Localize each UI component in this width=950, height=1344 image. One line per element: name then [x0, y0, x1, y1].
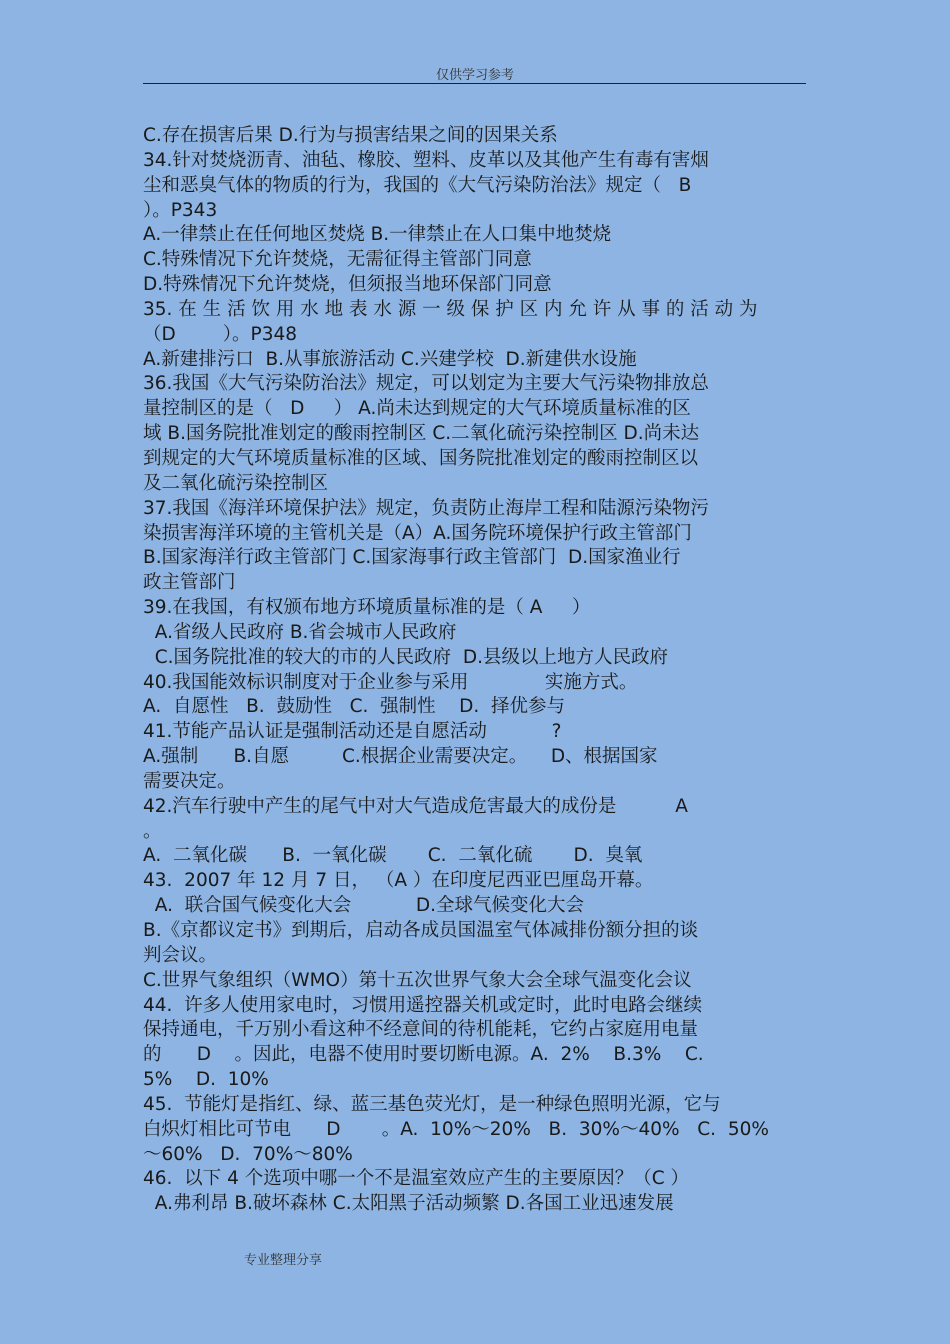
text-line: 37.我国《海洋环境保护法》规定，负责防止海岸工程和陆源污染物污: [143, 497, 709, 519]
document-body: [143, 124, 808, 1217]
text-line: 的 D 。因此，电器不使用时要切断电源。A. 2% B.3% C.: [143, 1044, 704, 1066]
text-line: C.国务院批准的较大的市的人民政府 D.县级以上地方人民政府: [143, 646, 668, 668]
text-line: 及二氧化硫污染控制区: [143, 472, 329, 494]
text-line: 域 B.国务院批准划定的酸雨控制区 C.二氧化硫污染控制区 D.尚未达: [143, 423, 700, 445]
text-line: 41.节能产品认证是强制活动还是自愿活动 ?: [143, 721, 562, 743]
text-line: C.世界气象组织（WMO）第十五次世界气象大会全球气温变化会议: [143, 969, 692, 991]
text-line: 白炽灯相比可节电 D 。A. 10%～20% B. 30%～40% C. 50%: [143, 1118, 769, 1140]
text-line: A. 二氧化碳 B. 一氧化碳 C. 二氧化硫 D. 臭氧: [143, 845, 643, 867]
text-line: C.特殊情况下允许焚烧，无需征得主管部门同意: [143, 249, 532, 271]
text-line: A.省级人民政府 B.省会城市人民政府: [143, 621, 457, 643]
text-line: 34.针对焚烧沥青、油毡、橡胶、塑料、皮革以及其他产生有毒有害烟: [143, 149, 709, 171]
text-line: 44. 许多人使用家电时，习惯用遥控器关机或定时，此时电路会继续: [143, 994, 703, 1016]
text-line: 42.汽车行驶中产生的尾气中对大气造成危害最大的成份是 A: [143, 795, 688, 817]
text-line: A.强制 B.自愿 C.根据企业需要决定。 D、根据国家: [143, 746, 658, 768]
text-line: B.国家海洋行政主管部门 C.国家海事行政主管部门 D.国家渔业行: [143, 547, 681, 569]
text-line: 量控制区的是（ D ） A.尚未达到规定的大气环境质量标准的区: [143, 398, 691, 420]
text-line: 35. 在 生 活 饮 用 水 地 表 水 源 一 级 保 护 区 内 允 许 从 事 的 活 动 为: [143, 298, 758, 320]
text-line: 政主管部门: [143, 572, 236, 594]
header-divider: [143, 83, 806, 84]
text-line: A. 联合国气候变化大会 D.全球气候变化大会: [143, 895, 585, 917]
text-line: 需要决定。: [143, 770, 236, 792]
text-line: ～60% D. 70%～80%: [143, 1143, 353, 1165]
text-line: 43. 2007 年 12 月 7 日， （A ）在印度尼西亚巴厘岛开幕。: [143, 870, 654, 892]
text-line: 到规定的大气环境质量标准的区域、国务院批准划定的酸雨控制区以: [143, 447, 699, 469]
page-footer: 专业整理分享: [244, 1253, 323, 1268]
text-line: 保持通电，千万别小看这种不经意间的待机能耗，它约占家庭用电量: [143, 1019, 699, 1041]
text-line: D.特殊情况下允许焚烧，但须报当地环保部门同意: [143, 274, 552, 296]
text-line: 。: [143, 820, 162, 842]
page-header: 仅供学习参考: [435, 68, 514, 83]
text-line: （D ）。P348: [143, 323, 298, 345]
text-line: A. 自愿性 B. 鼓励性 C. 强制性 D. 择优参与: [143, 696, 566, 718]
text-line: A.弗利昂 B.破坏森林 C.太阳黑子活动频繁 D.各国工业迅速发展: [143, 1193, 674, 1215]
text-line: A.一律禁止在任何地区焚烧 B.一律禁止在人口集中地焚烧: [143, 224, 612, 246]
text-line: 染损害海洋环境的主管机关是（A）A.国务院环境保护行政主管部门: [143, 522, 692, 544]
text-line: 判会议。: [143, 944, 218, 966]
text-line: 40.我国能效标识制度对于企业参与采用 实施方式。: [143, 671, 638, 693]
text-line: A.新建排污口 B.从事旅游活动 C.兴建学校 D.新建供水设施: [143, 348, 637, 370]
text-line: C.存在损害后果 D.行为与损害结果之间的因果关系: [143, 125, 558, 146]
text-line: 45. 节能灯是指红、绿、蓝三基色荧光灯，是一种绿色照明光源，它与: [143, 1093, 721, 1115]
text-line: 5% D. 10%: [143, 1069, 269, 1091]
text-line: B.《京都议定书》到期后，启动各成员国温室气体减排份额分担的谈: [143, 920, 699, 941]
text-line: 39.在我国，有权颁布地方环境质量标准的是（ A ）: [143, 597, 591, 619]
text-line: 尘和恶臭气体的物质的行为，我国的《大气污染防治法》规定（ B: [143, 174, 692, 196]
text-line: 36.我国《大气污染防治法》规定，可以划定为主要大气污染物排放总: [143, 373, 709, 395]
text-line: ）。P343: [143, 199, 218, 221]
text-line: 46. 以下 4 个选项中哪一个不是温室效应产生的主要原因？（C ）: [143, 1168, 690, 1190]
